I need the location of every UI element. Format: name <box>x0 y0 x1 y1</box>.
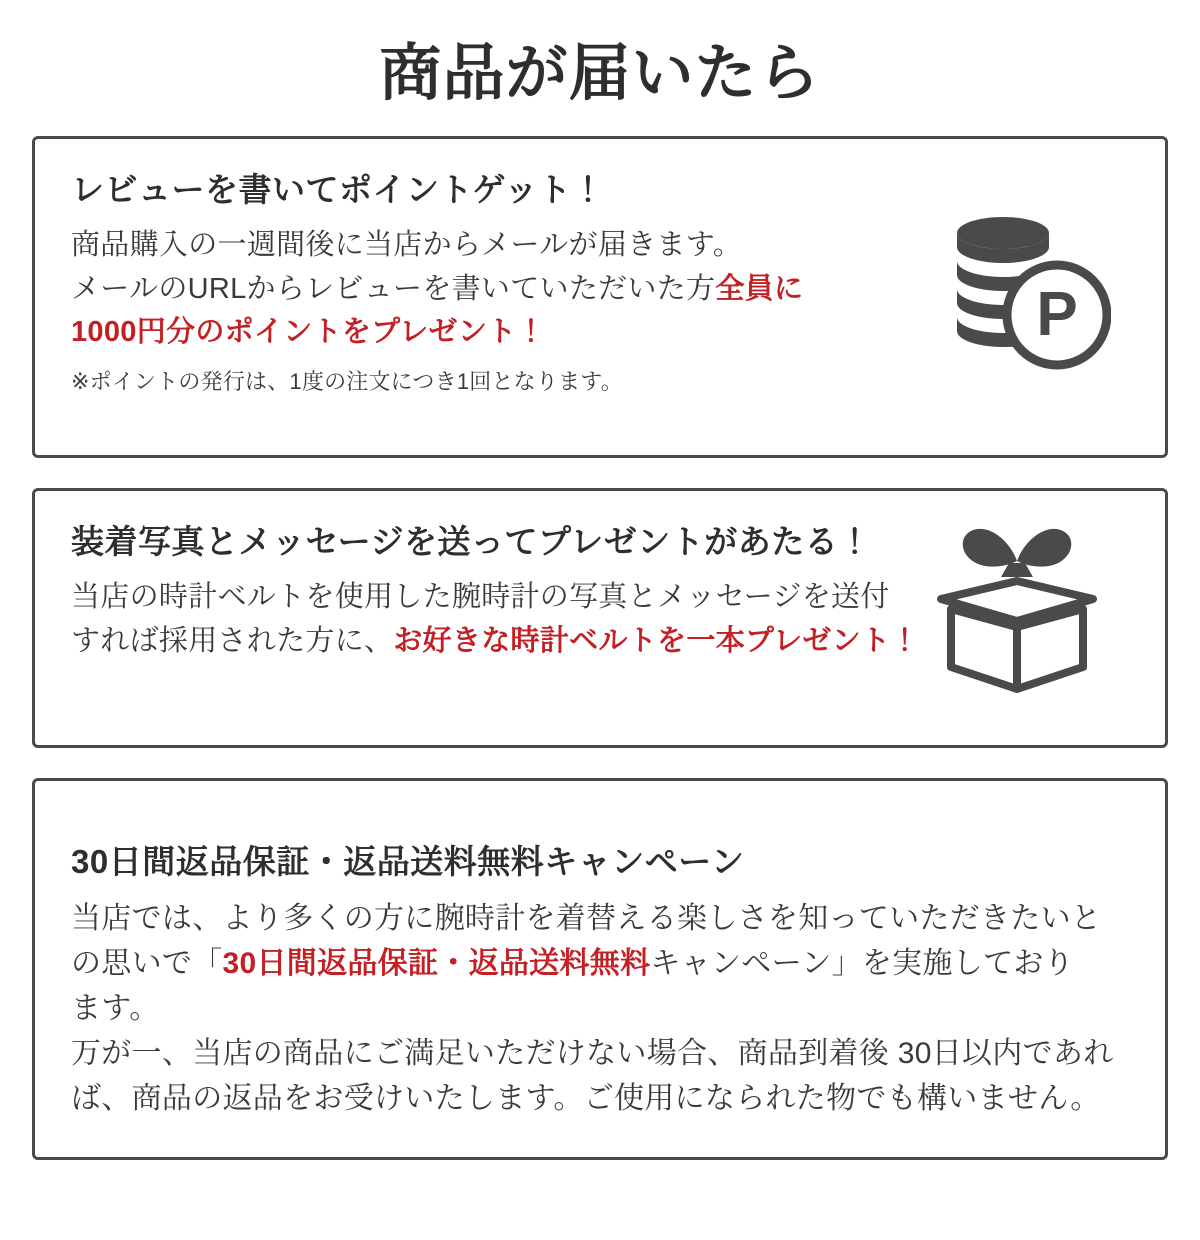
card-heading-review: レビューを書いてポイントゲット！ <box>71 171 606 209</box>
card-review-line-2-highlight: 全員に <box>715 272 804 305</box>
card-return-line-4-text: 万が一、当店の商品にご満足いただけない場合、商品到着後 30日以内であれ <box>71 1037 1114 1071</box>
card-present-line-2 <box>71 620 951 664</box>
card-heading-return: 30日間返品保証・返品送料無料キャンペーン <box>71 843 745 881</box>
card-return-guarantee <box>32 778 1168 1160</box>
card-review-line-2-text: メールのURLからレビューを書いていただいた方 <box>71 272 716 305</box>
card-review-line-2 <box>71 268 951 312</box>
card-return-line-3 <box>71 986 1129 1031</box>
card-present-line-1 <box>71 576 951 620</box>
card-return-line-2-highlight: 30日間返品保証・返品送料無料 <box>222 947 651 981</box>
card-review-points <box>32 136 1168 458</box>
card-review-line-3-highlight: 1000円分のポイントをプレゼント！ <box>71 316 546 349</box>
card-review-line-1-text: 商品購入の一週間後に当店からメールが届きます。 <box>71 229 743 262</box>
card-present-line-1-text: 当店の時計ベルトを使用した腕時計の写真とメッセージを送付 <box>71 581 890 614</box>
gift-box-icon <box>917 517 1117 707</box>
card-return-line-1 <box>71 896 1129 941</box>
card-photo-message-present <box>32 488 1168 748</box>
card-return-line-4 <box>71 1031 1129 1076</box>
coins-p-icon <box>931 211 1111 371</box>
card-return-line-1-text: 当店では、より多くの方に腕時計を着替える楽しさを知っていただきたいと <box>71 902 1102 936</box>
card-review-line-3 <box>71 311 951 355</box>
card-return-line-2-text-b: キャンペーン」を実施しており <box>650 947 1074 981</box>
card-review-line-1 <box>71 224 951 268</box>
card-return-line-2 <box>71 941 1129 986</box>
svg-text:P: P <box>1036 280 1078 350</box>
card-return-line-5-text: ば、商品の返品をお受けいたします。ご使用になられた物でも構いません。 <box>71 1082 1101 1116</box>
card-return-line-3-text: ます。 <box>71 992 160 1026</box>
card-review-note: ※ポイントの発行は、1度の注文につき1回となります。 <box>71 368 623 394</box>
card-return-line-2-text-a: の思いで「 <box>71 947 223 981</box>
card-present-line-2-highlight: お好きな時計ベルトを一本プレゼント！ <box>393 624 920 657</box>
page-title: 商品が届いたら <box>379 39 821 108</box>
card-return-line-5 <box>71 1076 1129 1121</box>
card-heading-present: 装着写真とメッセージを送ってプレゼントがあたる！ <box>71 523 872 561</box>
card-present-line-2-text: すれば採用された方に、 <box>71 624 394 657</box>
promo-page <box>0 40 1200 1240</box>
